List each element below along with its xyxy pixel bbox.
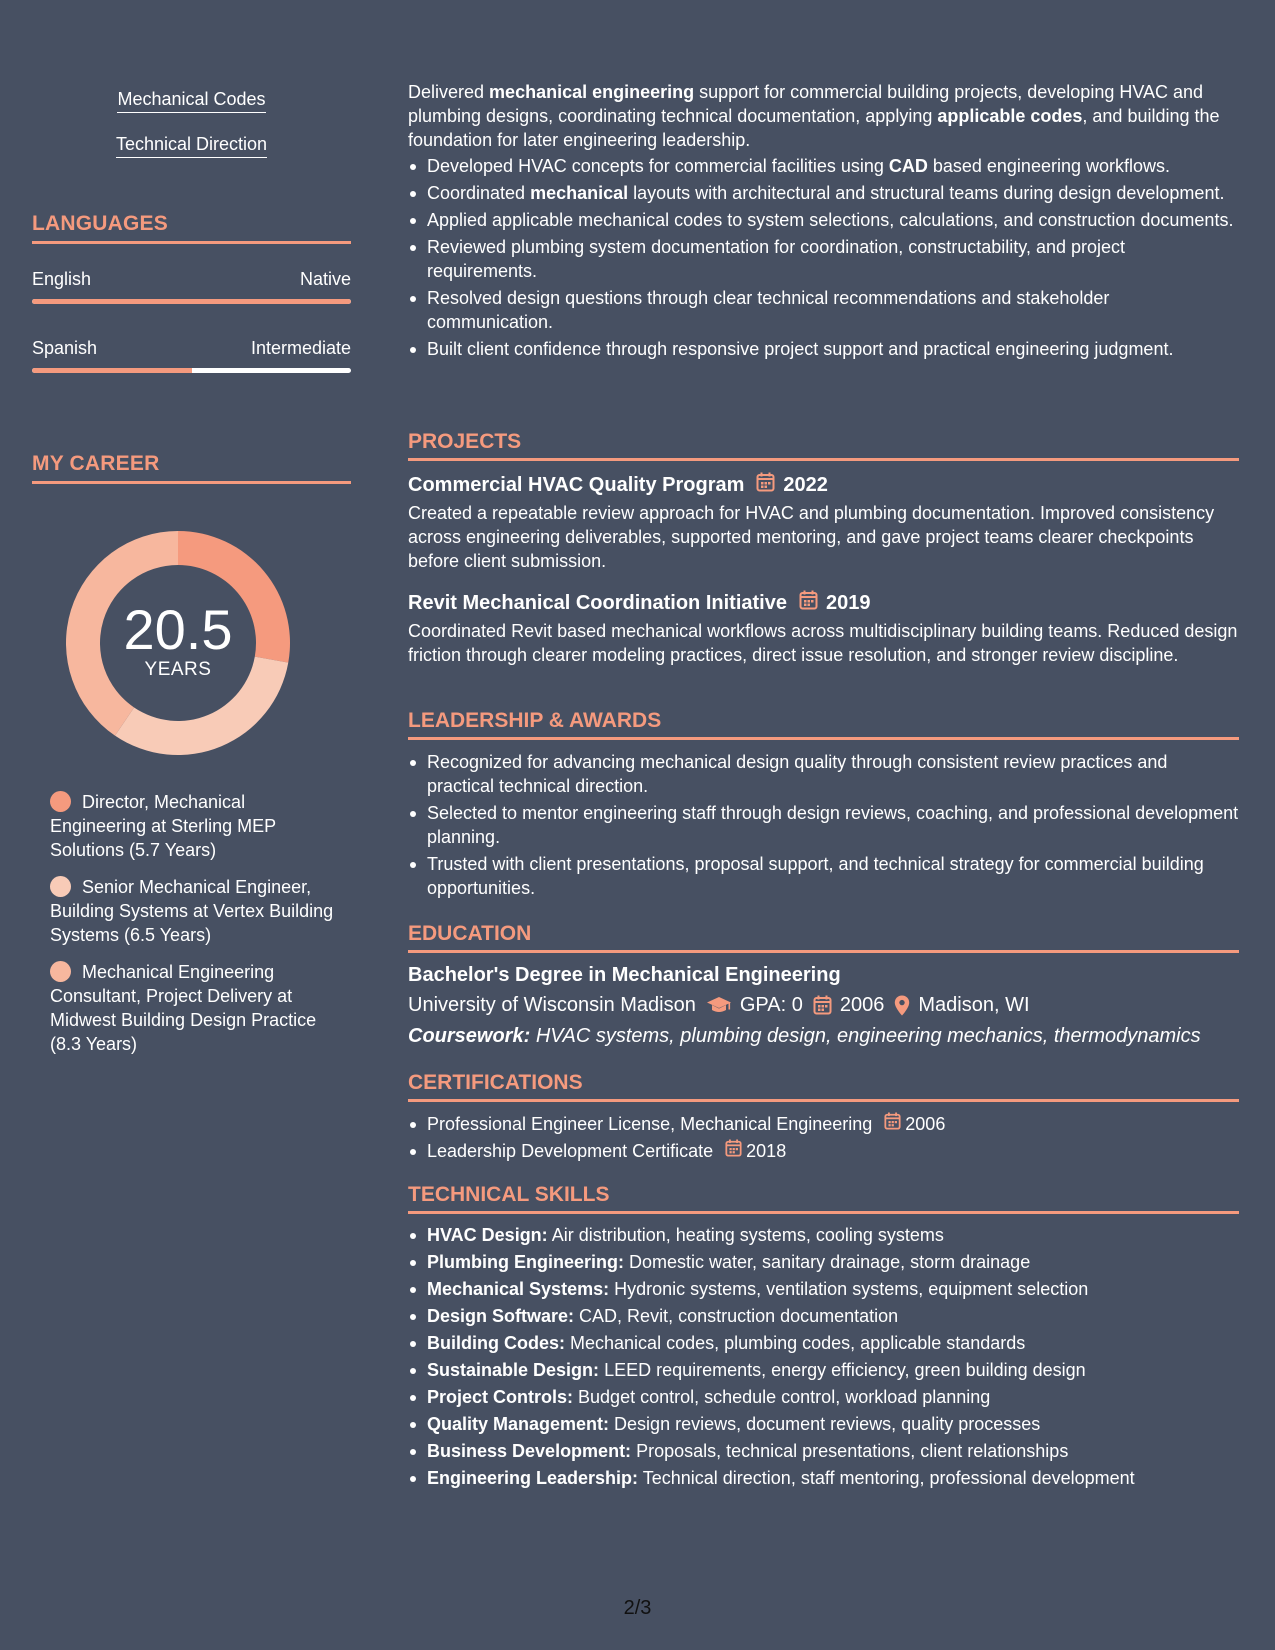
school-location: Madison, WI	[918, 994, 1030, 1016]
skill-value: Hydronic systems, ventilation systems, equipment selection	[614, 1279, 1089, 1299]
education-heading: EDUCATION	[408, 922, 1239, 953]
text-run: Coordinated	[427, 183, 531, 203]
text-run-bold: applicable codes	[937, 106, 1083, 126]
career-legend-item	[50, 790, 340, 862]
text-run: , and building the foundation for later engineering leadership.	[408, 106, 1220, 150]
language-bar-fill	[32, 368, 192, 373]
project-year: 2019	[825, 592, 871, 614]
gpa: GPA: 0	[739, 994, 803, 1016]
legend-dot	[50, 876, 71, 897]
skill-item	[408, 1385, 1239, 1409]
skill-item	[408, 1412, 1239, 1436]
career-label: Senior Mechanical Engineer, Building Systems at Vertex Building Systems (6.5 Years)	[50, 877, 334, 945]
leadership-item: Selected to mentor engineering staff through design reviews, coaching, and professional development planning.	[408, 801, 1239, 849]
certification-name: Professional Engineer License, Mechanical Engineering	[427, 1114, 873, 1134]
text-run-bold: mechanical engineering	[489, 82, 695, 102]
leadership-heading: LEADERSHIP & AWARDS	[408, 709, 1239, 740]
experience-bullet	[408, 181, 1239, 205]
experience-entry	[408, 80, 1239, 364]
language-level: Intermediate	[250, 338, 351, 358]
career-heading: MY CAREER	[32, 452, 351, 484]
skill-item	[408, 1250, 1239, 1274]
text-run: support for commercial building projects, developing HVAC and plumbing designs, coordinating technical documentation, applying	[408, 82, 1204, 126]
language-bar-fill	[32, 299, 351, 304]
certifications-heading: CERTIFICATIONS	[408, 1071, 1239, 1102]
career-label: Director, Mechanical Engineering at Sterling MEP Solutions (5.7 Years)	[50, 792, 276, 860]
experience-bullet: Applied applicable mechanical codes to system selections, calculations, and construction documents.	[408, 208, 1239, 232]
skill-label: Building Codes:	[427, 1333, 565, 1353]
skill-item	[408, 1223, 1239, 1247]
certifications-list	[408, 1112, 1239, 1166]
career-label: Mechanical Engineering Consultant, Project Delivery at Midwest Building Design Practice (8.3 Years)	[50, 962, 317, 1054]
coursework	[408, 1023, 1239, 1049]
language-english	[32, 268, 351, 290]
experience-bullet: Built client confidence through responsive project support and practical engineering judgment.	[408, 337, 1239, 361]
skill-label: HVAC Design:	[427, 1225, 548, 1245]
skill-tag-technical-direction: Technical Direction	[116, 133, 267, 158]
skills-list	[408, 1223, 1239, 1493]
skill-value: Domestic water, sanitary drainage, storm drainage	[629, 1252, 1031, 1272]
calendar-icon	[799, 590, 818, 616]
career-total-years: 20.5	[123, 598, 233, 661]
graduation-year: 2006	[839, 994, 885, 1016]
skill-label: Quality Management:	[427, 1414, 610, 1434]
skill-label: Engineering Leadership:	[427, 1468, 639, 1488]
skill-label: Sustainable Design:	[427, 1360, 600, 1380]
experience-bullet	[408, 154, 1239, 178]
skill-item	[408, 1466, 1239, 1490]
skill-value: Design reviews, document reviews, quality processes	[614, 1414, 1041, 1434]
skill-value: Budget control, schedule control, workload planning	[578, 1387, 991, 1407]
experience-bullet: Reviewed plumbing system documentation for coordination, constructability, and project requirements.	[408, 235, 1239, 283]
skill-item	[408, 1439, 1239, 1463]
legend-dot	[50, 961, 71, 982]
text-run: Delivered	[408, 82, 490, 102]
experience-bullets	[408, 154, 1239, 361]
language-spanish	[32, 337, 351, 359]
languages-heading: LANGUAGES	[32, 212, 351, 244]
project-name: Revit Mechanical Coordination Initiative	[408, 592, 787, 614]
text-run: based engineering workflows.	[927, 156, 1170, 176]
coursework-list: HVAC systems, plumbing design, engineering mechanics, thermodynamics	[535, 1025, 1201, 1047]
skill-label: Project Controls:	[427, 1387, 574, 1407]
career-donut-chart	[66, 531, 290, 755]
skill-item	[408, 1358, 1239, 1382]
skill-value: Technical direction, staff mentoring, professional development	[642, 1468, 1135, 1488]
skill-label: Design Software:	[427, 1306, 575, 1326]
education-details	[408, 992, 1239, 1018]
text-run: Developed HVAC concepts for commercial facilities using	[427, 156, 889, 176]
certification-item	[408, 1139, 1239, 1163]
text-run: layouts with architectural and structural teams during design development.	[628, 183, 1225, 203]
language-level: Native	[299, 269, 351, 289]
skill-value: Mechanical codes, plumbing codes, applicable standards	[570, 1333, 1026, 1353]
certification-year: 2018	[746, 1141, 787, 1161]
certification-item	[408, 1112, 1239, 1136]
leadership-item: Trusted with client presentations, proposal support, and technical strategy for commercial building opportunities.	[408, 852, 1239, 900]
skill-label: Business Development:	[427, 1441, 632, 1461]
language-bar-spanish	[32, 368, 351, 373]
language-bar-english	[32, 299, 351, 304]
certification-year: 2006	[905, 1114, 946, 1134]
page-number: 2/3	[623, 1597, 652, 1619]
text-run-bold: mechanical	[530, 183, 629, 203]
project-title	[408, 472, 828, 498]
career-legend	[50, 790, 340, 1069]
project-description: Coordinated Revit based mechanical workflows across multidisciplinary building teams. Reduced design friction through clearer modeling practices, direct issue resolution, and stronger review discipline.	[408, 621, 1238, 665]
project-title	[408, 590, 870, 616]
skill-label: Plumbing Engineering:	[427, 1252, 624, 1272]
skill-value: CAD, Revit, construction documentation	[579, 1306, 899, 1326]
school-name: University of Wisconsin Madison	[408, 994, 696, 1016]
certification-name: Leadership Development Certificate	[427, 1141, 714, 1161]
project-year: 2022	[783, 474, 828, 496]
experience-summary	[408, 80, 1239, 152]
skill-value: Air distribution, heating systems, cooling systems	[551, 1225, 944, 1245]
calendar-icon	[884, 1112, 901, 1136]
graduation-cap-icon	[706, 996, 732, 1014]
projects-heading: PROJECTS	[408, 430, 1239, 461]
skill-item	[408, 1304, 1239, 1328]
education-entry	[408, 962, 1239, 1049]
coursework-label: Coursework:	[408, 1025, 531, 1047]
skill-value: Proposals, technical presentations, client relationships	[636, 1441, 1069, 1461]
donut-center	[66, 531, 290, 755]
career-legend-item	[50, 875, 340, 947]
leadership-list	[408, 750, 1239, 903]
skill-item	[408, 1277, 1239, 1301]
project-name: Commercial HVAC Quality Program	[408, 474, 745, 496]
experience-bullet: Resolved design questions through clear technical recommendations and stakeholder communication.	[408, 286, 1239, 334]
text-run-bold: CAD	[888, 156, 928, 176]
project-description: Created a repeatable review approach for HVAC and plumbing documentation. Improved consistency across engineering deliverables, supported mentoring, and gave project teams clearer checkpoints before client submission.	[408, 503, 1215, 571]
leadership-item: Recognized for advancing mechanical design quality through consistent review practices and practical technical direction.	[408, 750, 1239, 798]
skill-tag-mechanical-codes: Mechanical Codes	[117, 88, 265, 113]
calendar-icon	[756, 472, 775, 498]
skill-value: LEED requirements, energy efficiency, green building design	[604, 1360, 1086, 1380]
calendar-icon	[813, 995, 832, 1015]
calendar-icon	[725, 1139, 742, 1163]
sidebar	[32, 0, 351, 1650]
skill-item	[408, 1331, 1239, 1355]
skill-label: Mechanical Systems:	[427, 1279, 610, 1299]
location-pin-icon	[894, 995, 910, 1016]
career-years-unit: YEARS	[144, 659, 212, 680]
career-legend-item	[50, 960, 340, 1056]
degree-title: Bachelor's Degree in Mechanical Engineering	[408, 964, 841, 986]
language-name: Spanish	[32, 338, 98, 358]
language-name: English	[32, 269, 92, 289]
technical-skills-heading: TECHNICAL SKILLS	[408, 1183, 1239, 1214]
legend-dot	[50, 791, 71, 812]
